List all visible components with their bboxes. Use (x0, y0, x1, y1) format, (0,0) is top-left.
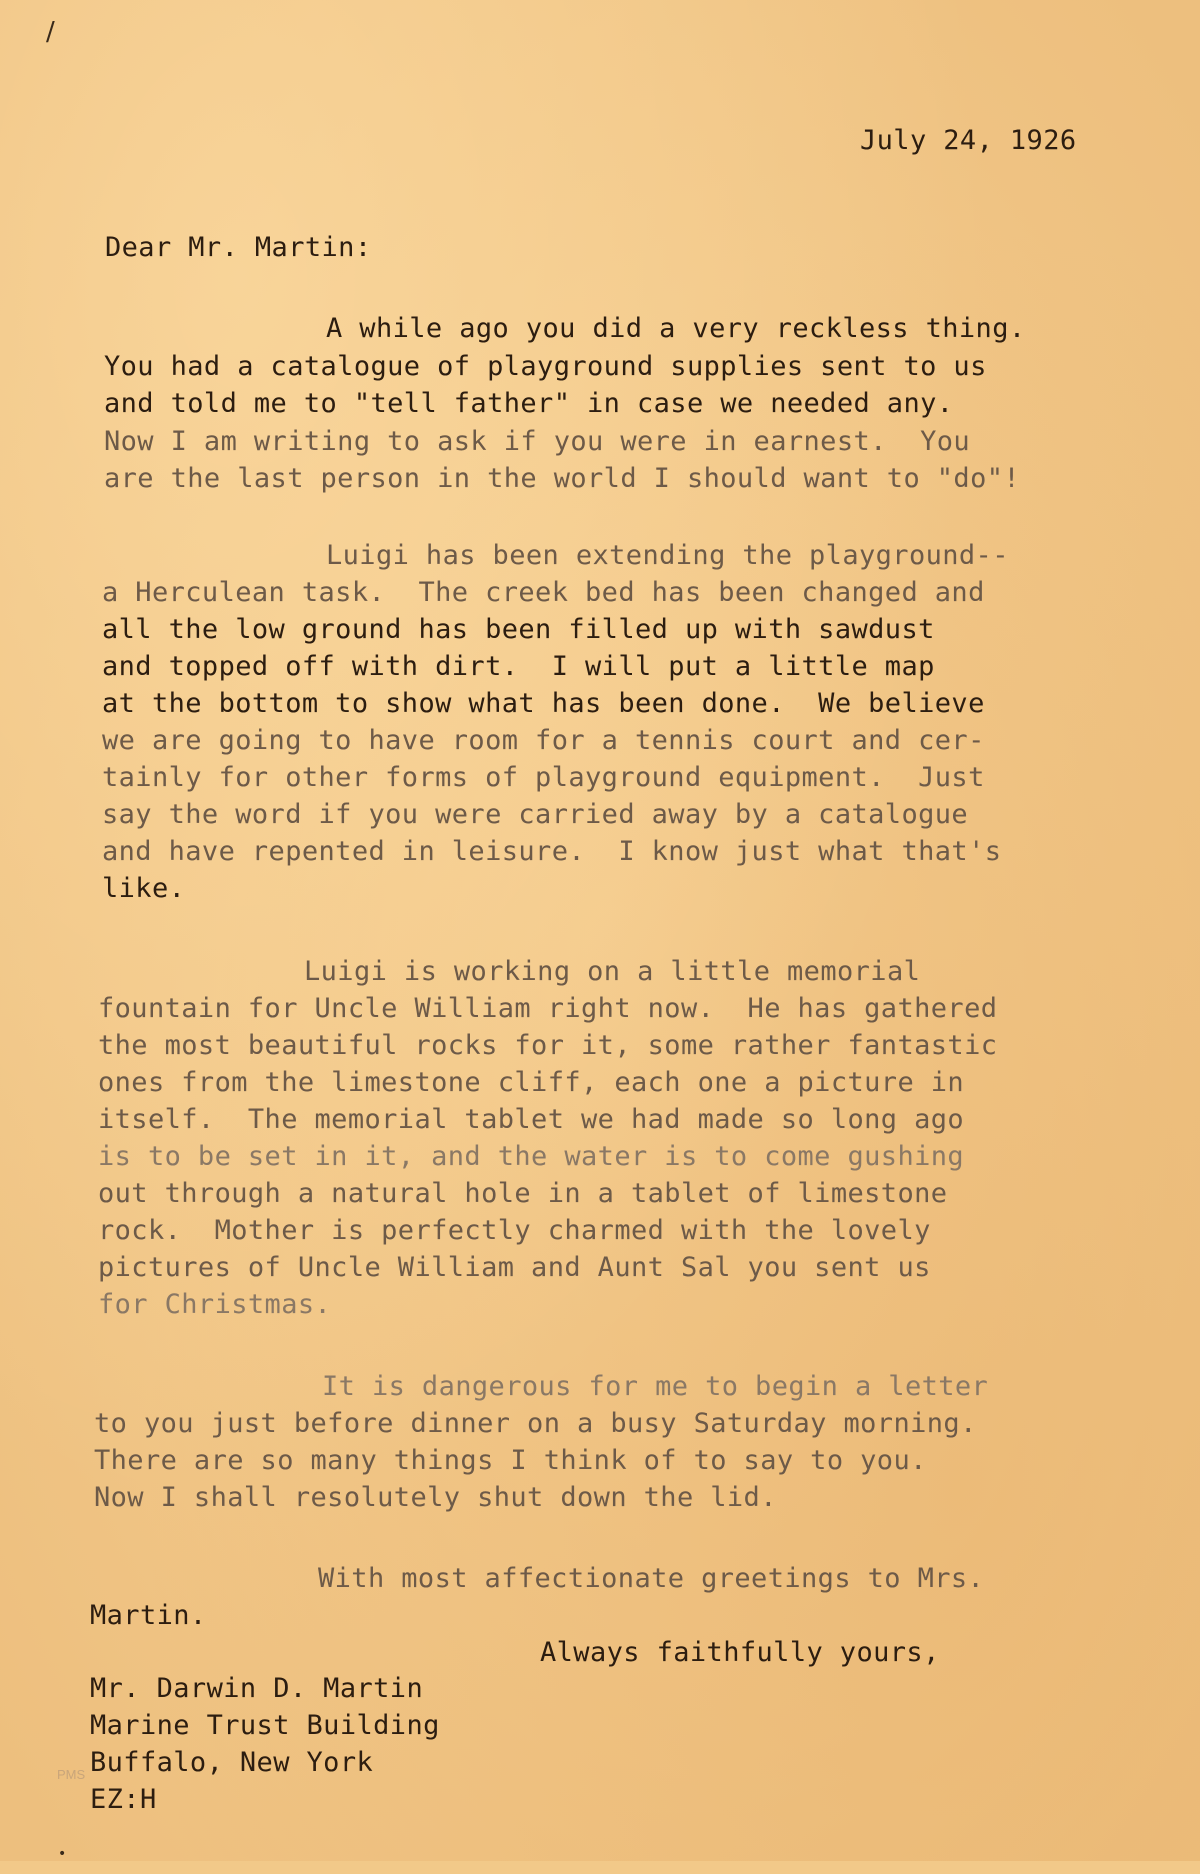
paragraph-2-line-8: say the word if you were carried away by a catalogue (102, 799, 969, 830)
paragraph-2-line-1: Luigi has been extending the playground-- (326, 540, 1009, 571)
paragraph-3-line-4: ones from the limestone cliff, each one a picture in (98, 1067, 965, 1098)
paragraph-2-line-7: tainly for other forms of playground equipment. Just (102, 762, 985, 793)
paragraph-1-line-4: Now I am writing to ask if you were in earnest. You (104, 426, 971, 457)
ink-mark-top-left: / (46, 17, 55, 47)
address-line-2: Marine Trust Building (90, 1710, 440, 1741)
paragraph-1-line-2: You had a catalogue of playground supplies sent to us (104, 351, 987, 382)
paragraph-4-line-2: to you just before dinner on a busy Saturday morning. (94, 1408, 977, 1439)
paragraph-2-line-2: a Herculean task. The creek bed has been changed and (102, 577, 985, 608)
paragraph-3-line-7: out through a natural hole in a tablet of limestone (98, 1178, 948, 1209)
address-line-1: Mr. Darwin D. Martin (90, 1673, 424, 1704)
closing: Always faithfully yours, (540, 1637, 940, 1668)
paragraph-3-line-6: is to be set in it, and the water is to come gushing (98, 1141, 965, 1172)
paragraph-1-line-5: are the last person in the world I should want to "do"! (104, 463, 1021, 494)
paragraph-2-line-10: like. (102, 873, 186, 904)
salutation: Dear Mr. Martin: (105, 232, 372, 263)
paragraph-2-line-3: all the low ground has been filled up with sawdust (102, 614, 935, 645)
paragraph-2-line-6: we are going to have room for a tennis court and cer- (102, 725, 985, 756)
paragraph-3-line-8: rock. Mother is perfectly charmed with the lovely (98, 1215, 931, 1246)
paragraph-4-line-3: There are so many things I think of to say to you. (94, 1445, 927, 1476)
paragraph-4-line-1: It is dangerous for me to begin a letter (322, 1371, 989, 1402)
paragraph-5-line-1: With most affectionate greetings to Mrs. (318, 1563, 985, 1594)
paragraph-3-line-1: Luigi is working on a little memorial (304, 956, 921, 987)
archive-stamp: PMS (57, 1767, 86, 1782)
paragraph-3-line-5: itself. The memorial tablet we had made so long ago (98, 1104, 965, 1135)
paragraph-1-line-3: and told me to "tell father" in case we needed any. (104, 388, 954, 419)
typist-initials: EZ:H (90, 1784, 157, 1815)
address-line-3: Buffalo, New York (90, 1747, 374, 1778)
paragraph-2-line-5: at the bottom to show what has been done. We believe (102, 688, 985, 719)
paragraph-4-line-4: Now I shall resolutely shut down the lid. (94, 1482, 777, 1513)
paragraph-3-line-2: fountain for Uncle William right now. He has gathered (98, 993, 998, 1024)
letter-date: July 24, 1926 (860, 125, 1077, 156)
paragraph-1-line-1: A while ago you did a very reckless thing. (326, 313, 1026, 344)
paragraph-5-line-2: Martin. (90, 1600, 207, 1631)
ink-mark-bottom-left: • (58, 1846, 67, 1862)
paragraph-3-line-3: the most beautiful rocks for it, some rather fantastic (98, 1030, 998, 1061)
paragraph-2-line-4: and topped off with dirt. I will put a little map (102, 651, 935, 682)
paragraph-3-line-10: for Christmas. (98, 1289, 332, 1320)
paragraph-3-line-9: pictures of Uncle William and Aunt Sal you sent us (98, 1252, 931, 1283)
paragraph-2-line-9: and have repented in leisure. I know just what that's (102, 836, 1002, 867)
